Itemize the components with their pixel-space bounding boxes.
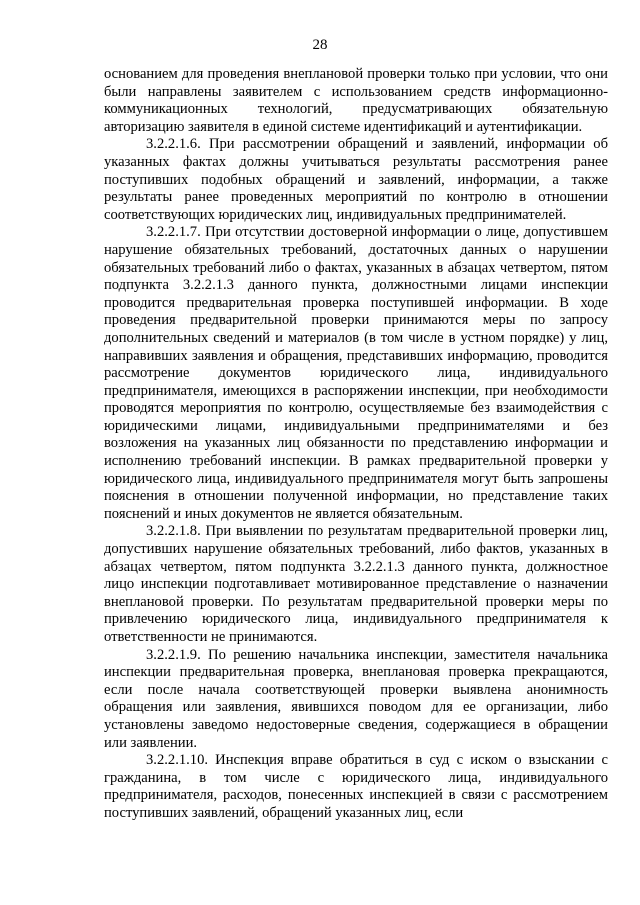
paragraph-3-2-2-1-8: 3.2.2.1.8. При выявлении по результатам предварительной проверки лиц, допустивших нарушение обязательных требований, либо фактов, указанных в абзацах четвертом, пятом подпункта 3.2.2.1.3 данного пункта, должностное лицо инспекции подготавливает мотивированное представление о назначении внеплановой проверки. По результатам предварительной проверки меры по привлечению юридического лица, индивидуального предпринимателя к ответственности не принимаются. [104,523,608,645]
paragraph-3-2-2-1-9: 3.2.2.1.9. По решению начальника инспекции, заместителя начальника инспекции предварительная проверка, внеплановая проверка прекращаются, если после начала соответствующей проверки выявлена анонимность обращения или заявления, явившихся поводом для ее организации, либо установлены заведомо недостоверные сведения, содержащиеся в обращении или заявлении. [104,646,608,751]
paragraph: основанием для проведения внеплановой проверки только при условии, что они были направлены заявителем с использованием средств информационно-коммуникационных технологий, предусматривающих обязательную авторизацию заявителя в единой системе идентификаций и аутентификации. [104,66,608,135]
document-body [104,66,608,823]
paragraph-3-2-2-1-10: 3.2.2.1.10. Инспекция вправе обратиться в суд с иском о взыскании с гражданина, в том числе с юридического лица, индивидуального предпринимателя, расходов, понесенных инспекцией в связи с рассмотрением поступивших заявлений, обращений указанных лиц, если [104,752,608,821]
paragraph-3-2-2-1-7: 3.2.2.1.7. При отсутствии достоверной информации о лице, допустившем нарушение обязательных требований, достаточных данных о нарушении обязательных требований либо о фактах, указанных в абзацах четвертом, пятом подпункта 3.2.2.1.3 данного пункта, должностными лицами инспекции проводится предварительная проверка поступившей информации. В ходе проведения предварительной проверки принимаются меры по запросу дополнительных сведений и материалов (в том числе в устном порядке) у лиц, направивших заявления и обращения, представивших информацию, проводится рассмотрение документов юридического лица, индивидуального предпринимателя, имеющихся в распоряжении инспекции, при необходимости проводятся мероприятия по контролю, осуществляемые без взаимодействия с юридическими лицами, индивидуальными предпринимателями и без возложения на указанных лиц обязанности по представлению информации и исполнению требований инспекции. В рамках предварительной проверки у юридического лица, индивидуального предпринимателя могут быть запрошены пояснения в отношении полученной информации, но представление таких пояснений и иных документов не является обязательным. [104,224,608,522]
paragraph-3-2-2-1-6: 3.2.2.1.6. При рассмотрении обращений и заявлений, информации об указанных фактах должны учитываться результаты рассмотрения ранее поступивших подобных обращений и заявлений, информации, а также результаты ранее проведенных мероприятий по контролю в отношении соответствующих юридических лиц, индивидуальных предпринимателей. [104,136,608,223]
page-number: 28 [312,37,328,53]
